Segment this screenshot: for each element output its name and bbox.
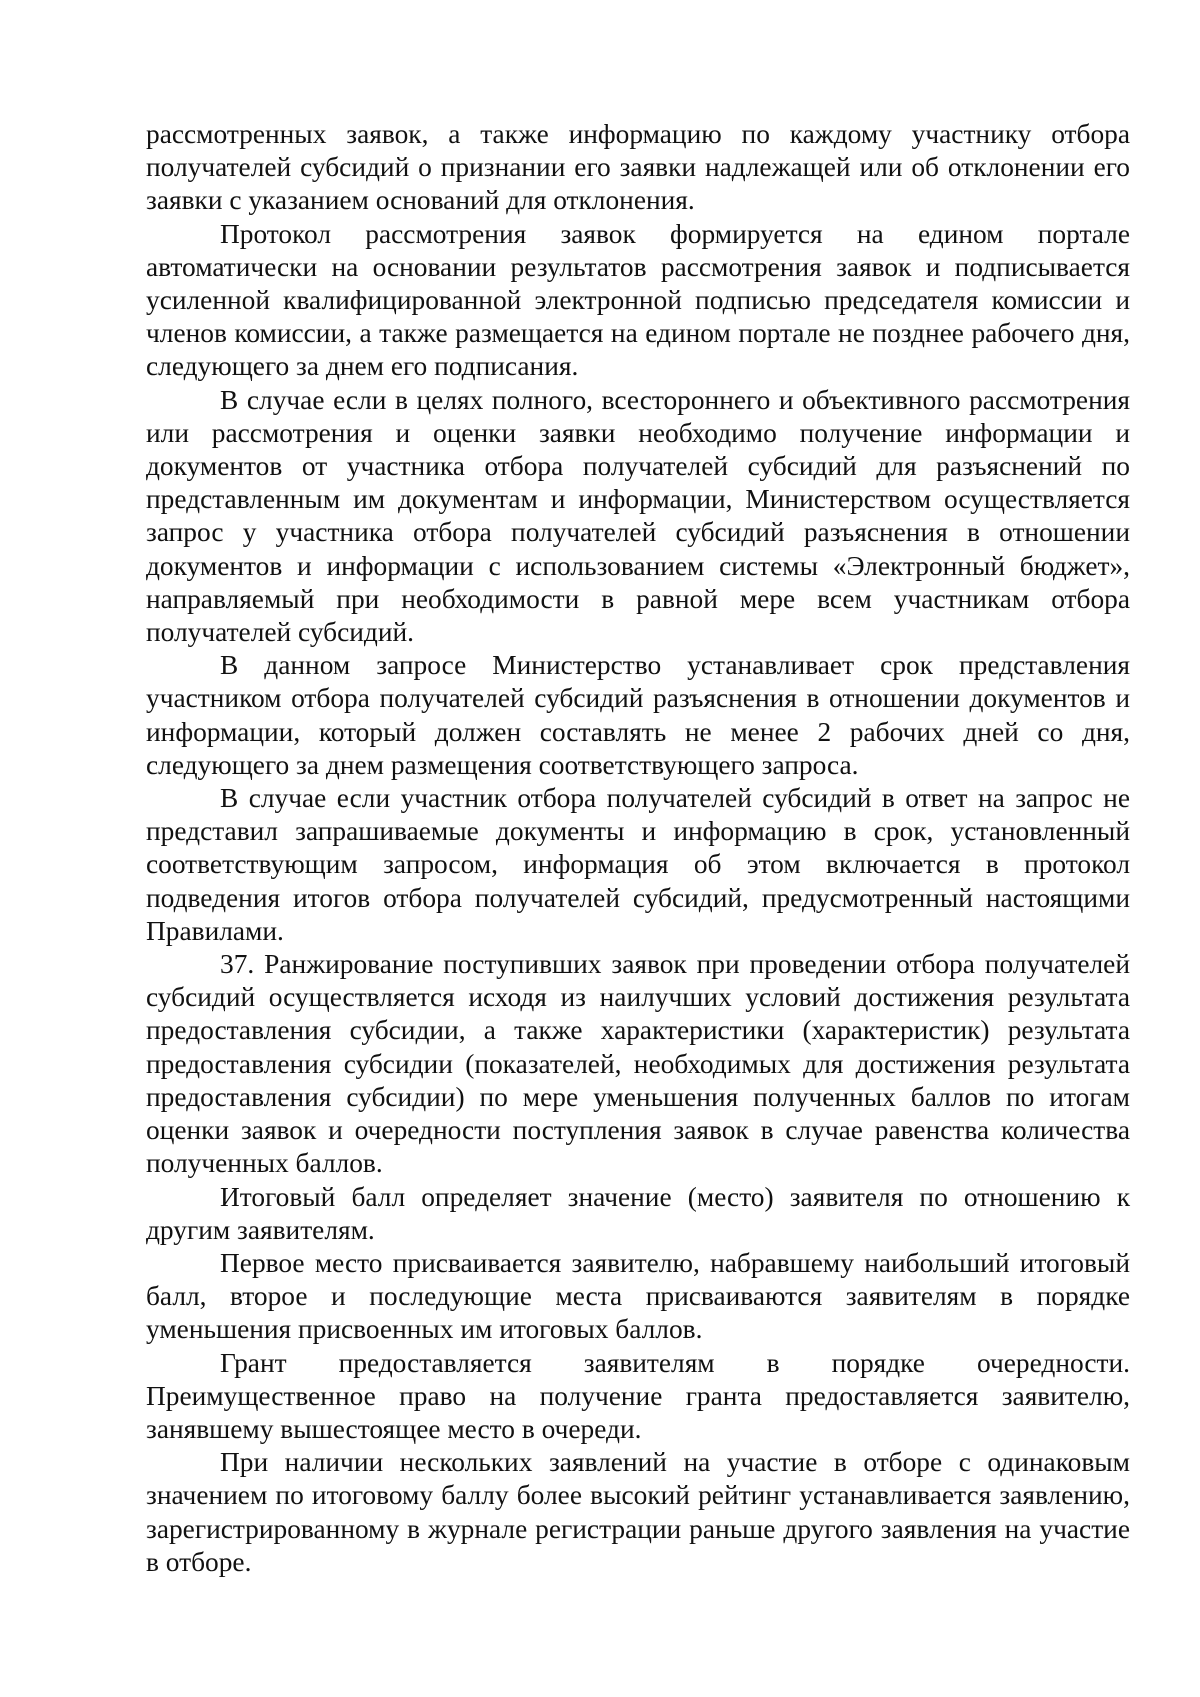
paragraph-10: При наличии нескольких заявлений на участие в отборе с одинаковым значением по итоговому баллу более высокий рейтинг устанавливается заявлению, зарегистрированному в журнале регистрации раньше другого заявления на участие в отборе. bbox=[146, 1447, 1130, 1577]
paragraph-3: В случае если в целях полного, всестороннего и объективного рассмотрения или рассмотрения и оценки заявки необходимо получение информации и документов от участника отбора получателей субсидий для разъяснений по представленным им документам и информации, Министерством осуществляется запрос у участника отбора получателей субсидий разъяснения в отношении документов и информации с использованием системы «Электронный бюджет», направляемый при необходимости в равной мере всем участникам отбора получателей субсидий. bbox=[146, 384, 1130, 648]
paragraph-7: Итоговый балл определяет значение (место) заявителя по отношению к другим заявителям. bbox=[146, 1181, 1130, 1245]
paragraph-1: рассмотренных заявок, а также информацию по каждому участнику отбора получателей субсидий о признании его заявки надлежащей или об отклонении его заявки с указанием оснований для отклонения. bbox=[146, 119, 1130, 216]
document-body bbox=[146, 118, 1130, 1579]
paragraph-5: В случае если участник отбора получателей субсидий в ответ на запрос не представил запрашиваемые документы и информацию в срок, установленный соответствующим запросом, информация об этом включается в протокол подведения итогов отбора получателей субсидий, предусмотренный настоящими Правилами. bbox=[146, 783, 1130, 946]
paragraph-2: Протокол рассмотрения заявок формируется на едином портале автоматически на основании результатов рассмотрения заявок и подписывается усиленной квалифицированной электронной подписью председателя комиссии и членов комиссии, а также размещается на едином портале не позднее рабочего дня, следующего за днем его подписания. bbox=[146, 218, 1130, 382]
paragraph-8: Первое место присваивается заявителю, набравшему наибольший итоговый балл, второе и последующие места присваиваются заявителям в порядке уменьшения присвоенных им итоговых баллов. bbox=[146, 1247, 1130, 1345]
paragraph-9: Грант предоставляется заявителям в порядке очередности. Преимущественное право на получение гранта предоставляется заявителю, занявшему вышестоящее место в очереди. bbox=[146, 1347, 1130, 1444]
paragraph-4: В данном запросе Министерство устанавливает срок представления участником отбора получателей субсидий разъяснения в отношении документов и информации, который должен составлять не менее 2 рабочих дней со дня, следующего за днем размещения соответствующего запроса. bbox=[146, 650, 1130, 780]
paragraph-6-item-37: 37. Ранжирование поступивших заявок при проведении отбора получателей субсидий осуществляется исходя из наилучших условий достижения результата предоставления субсидии, а также характеристики (характеристик) результата предоставления субсидии (показателей, необходимых для достижения результата предоставления субсидии) по мере уменьшения полученных баллов по итогам оценки заявок и очередности поступления заявок в случае равенства количества полученных баллов. bbox=[146, 949, 1130, 1179]
